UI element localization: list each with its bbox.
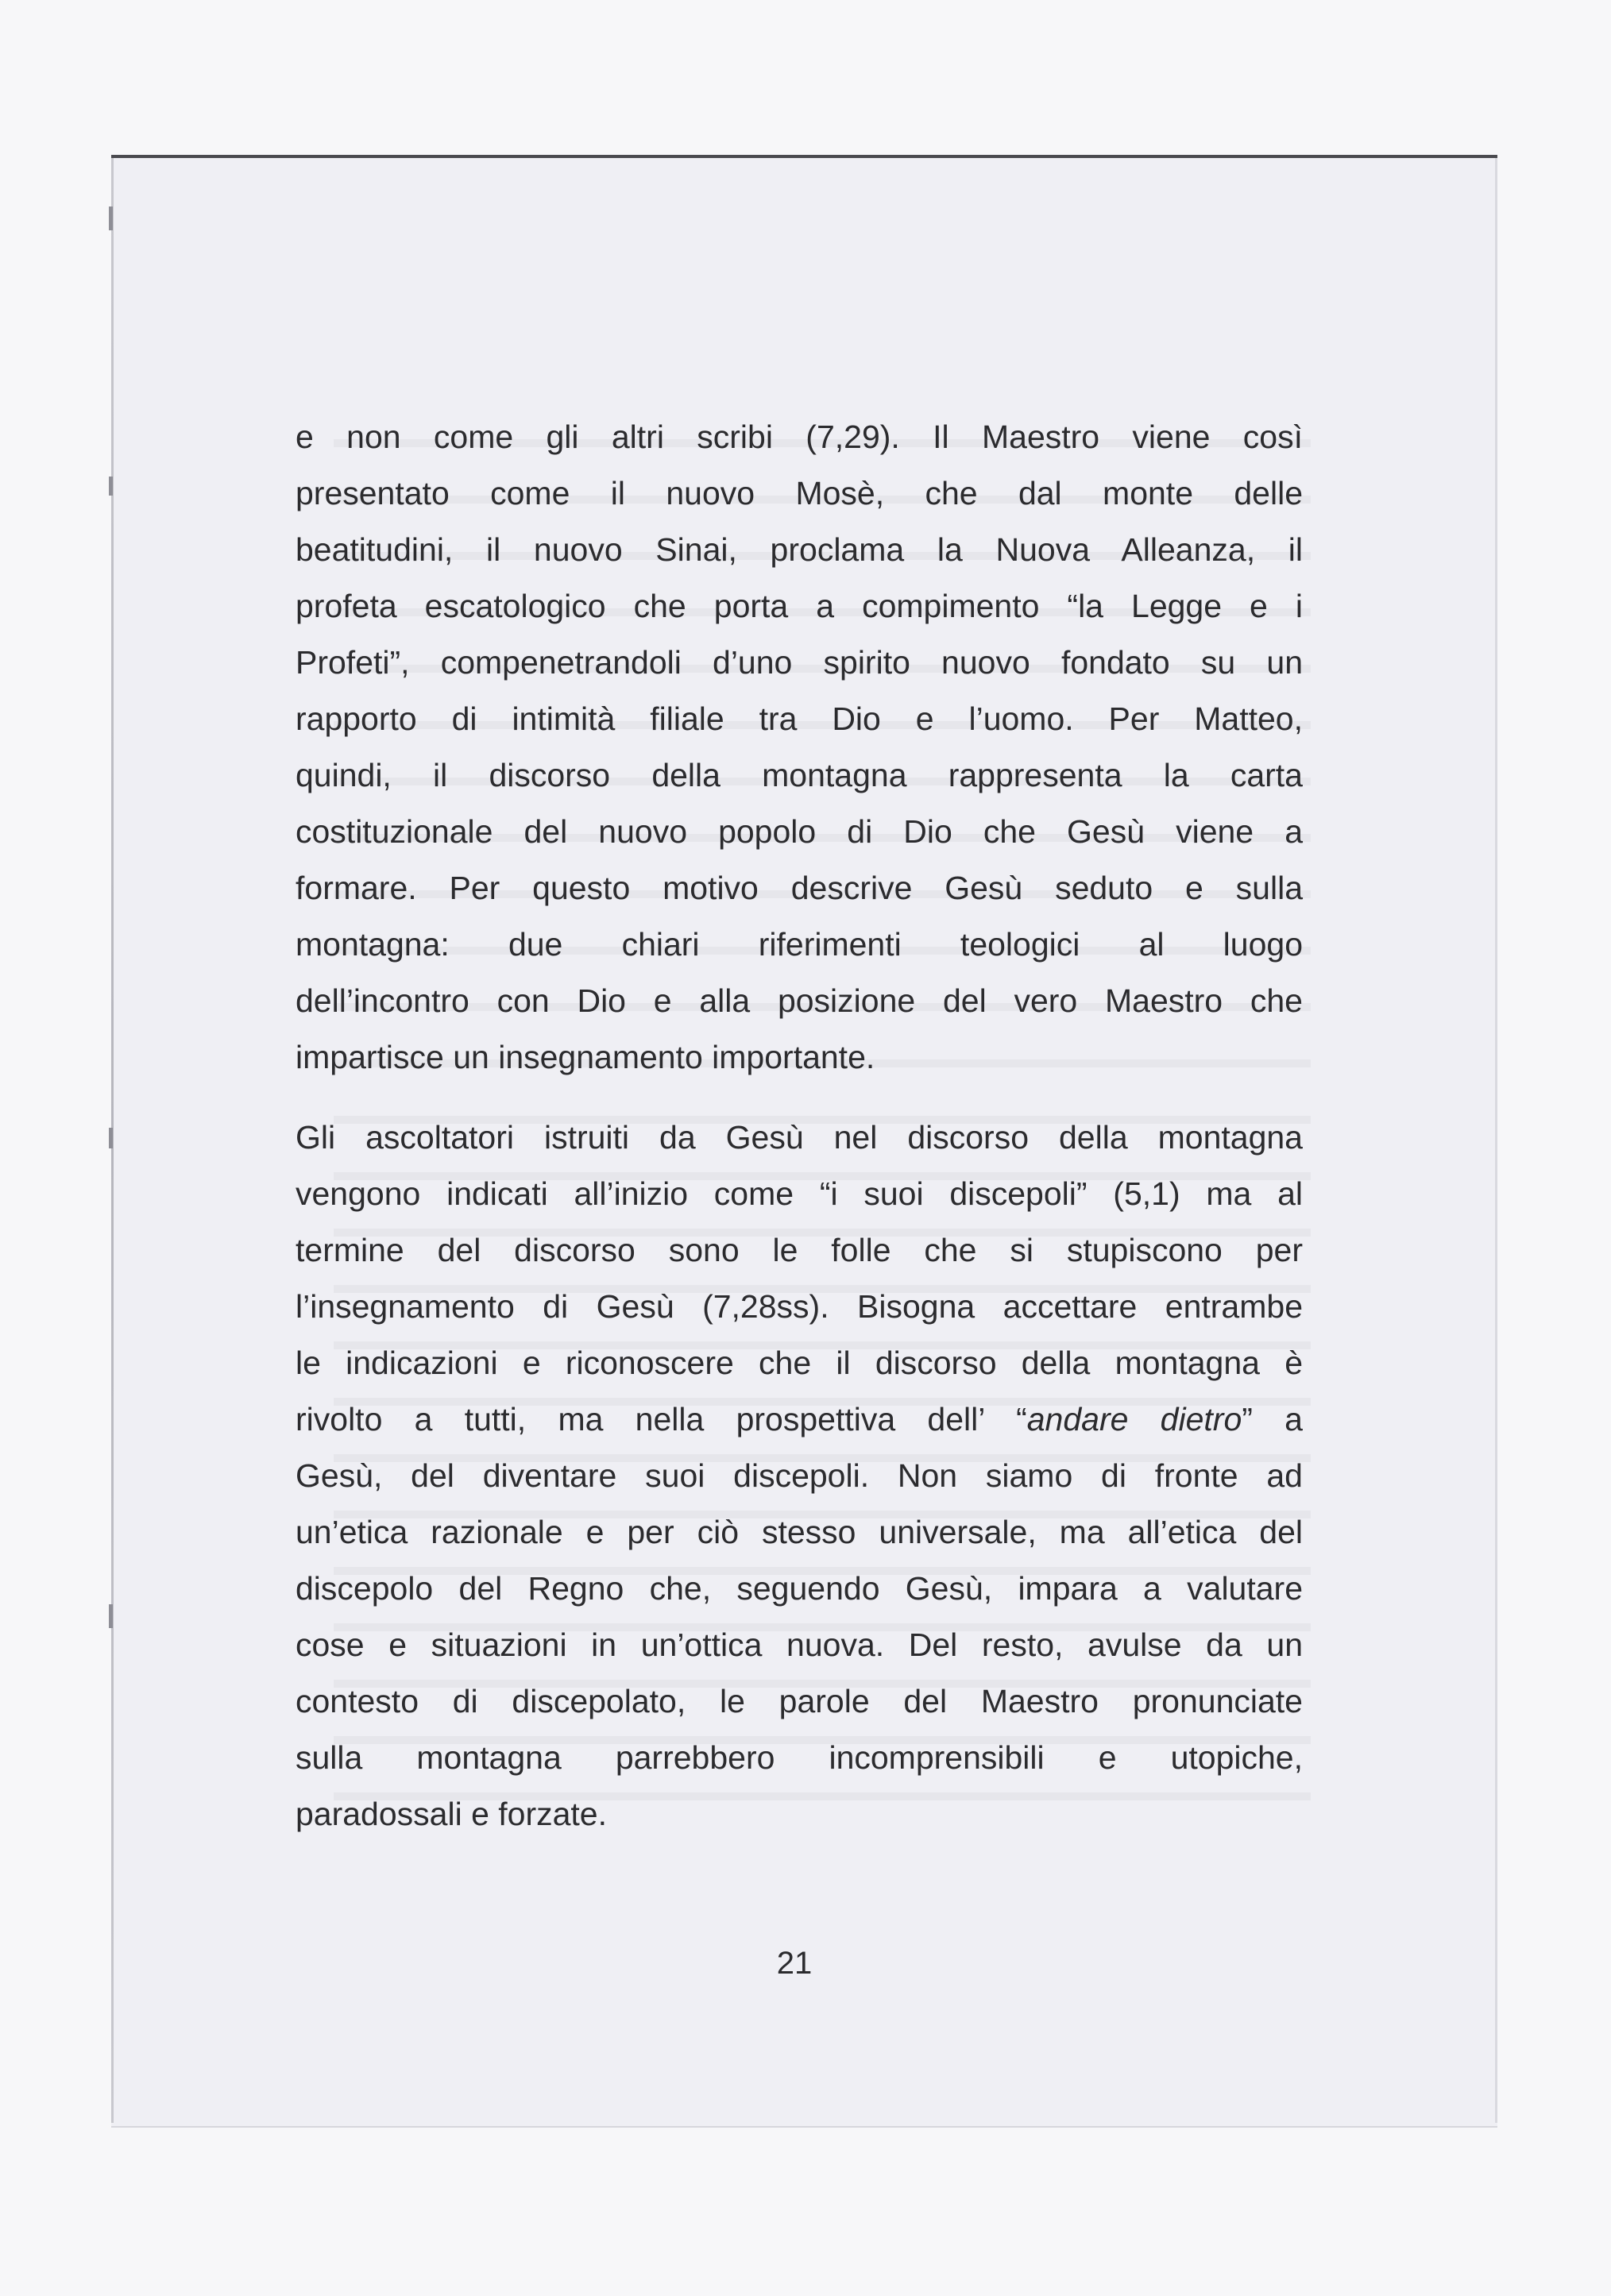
body-text xyxy=(296,409,1303,1843)
text-line: un’etica razionale e per ciò stesso universale, ma all’etica del xyxy=(296,1514,1303,1550)
text-line: rapporto di intimità filiale tra Dio e l’uomo. Per Matteo, xyxy=(296,700,1303,737)
spine-staple-mark xyxy=(109,1604,113,1628)
page-number: 21 xyxy=(776,1946,813,1981)
text-line: cose e situazioni in un’ottica nuova. Del resto, avulse da un xyxy=(296,1626,1303,1663)
paragraph-1 xyxy=(296,409,1303,1086)
text-line: Gesù, del diventare suoi discepoli. Non siamo di fronte ad xyxy=(296,1457,1303,1494)
text-line: presentato come il nuovo Mosè, che dal monte delle xyxy=(296,475,1303,511)
text-line: paradossali e forzate. xyxy=(296,1796,608,1832)
text-line: Gli ascoltatori istruiti da Gesù nel discorso della montagna xyxy=(296,1119,1303,1156)
text-line: profeta escatologico che porta a compimento “la Legge e i xyxy=(296,588,1303,624)
text-line: sulla montagna parrebbero incomprensibili e utopiche, xyxy=(296,1739,1303,1776)
text-line: e non come gli altri scribi (7,29). Il Maestro viene così xyxy=(296,419,1303,455)
text-line: impartisce un insegnamento importante. xyxy=(296,1039,875,1075)
text-line: rivolto a tutti, ma nella prospettiva dell’ “andare dietro” a xyxy=(296,1401,1303,1437)
paragraph-2 xyxy=(296,1109,1303,1843)
page-right-edge xyxy=(1495,158,1497,2123)
text-line: termine del discorso sono le folle che si stupiscono per xyxy=(296,1232,1303,1268)
text-line: beatitudini, il nuovo Sinai, proclama la Nuova Alleanza, il xyxy=(296,531,1303,568)
spine-staple-mark xyxy=(109,1128,113,1148)
spine-staple-mark xyxy=(109,477,113,496)
text-line: dell’incontro con Dio e alla posizione del vero Maestro che xyxy=(296,982,1303,1019)
text-line: le indicazioni e riconoscere che il discorso della montagna è xyxy=(296,1345,1303,1381)
paragraph-spacer xyxy=(296,1086,1303,1109)
text-line: quindi, il discorso della montagna rappresenta la carta xyxy=(296,757,1303,793)
text-line: discepolo del Regno che, seguendo Gesù, impara a valutare xyxy=(296,1570,1303,1607)
emphasis-text: andare dietro xyxy=(1026,1401,1242,1437)
text-line: montagna: due chiari riferimenti teologici al luogo xyxy=(296,926,1303,963)
text-line: costituzionale del nuovo popolo di Dio che Gesù viene a xyxy=(296,813,1303,850)
text-line: formare. Per questo motivo descrive Gesù seduto e sulla xyxy=(296,870,1303,906)
text-line: Profeti”, compenetrandoli d’uno spirito nuovo fondato su un xyxy=(296,644,1303,681)
text-line: l’insegnamento di Gesù (7,28ss). Bisogna accettare entrambe xyxy=(296,1288,1303,1325)
text-line: contesto di discepolato, le parole del Maestro pronunciate xyxy=(296,1683,1303,1719)
spine-staple-mark xyxy=(109,206,113,230)
text-line: vengono indicati all’inizio come “i suoi discepoli” (5,1) ma al xyxy=(296,1175,1303,1212)
